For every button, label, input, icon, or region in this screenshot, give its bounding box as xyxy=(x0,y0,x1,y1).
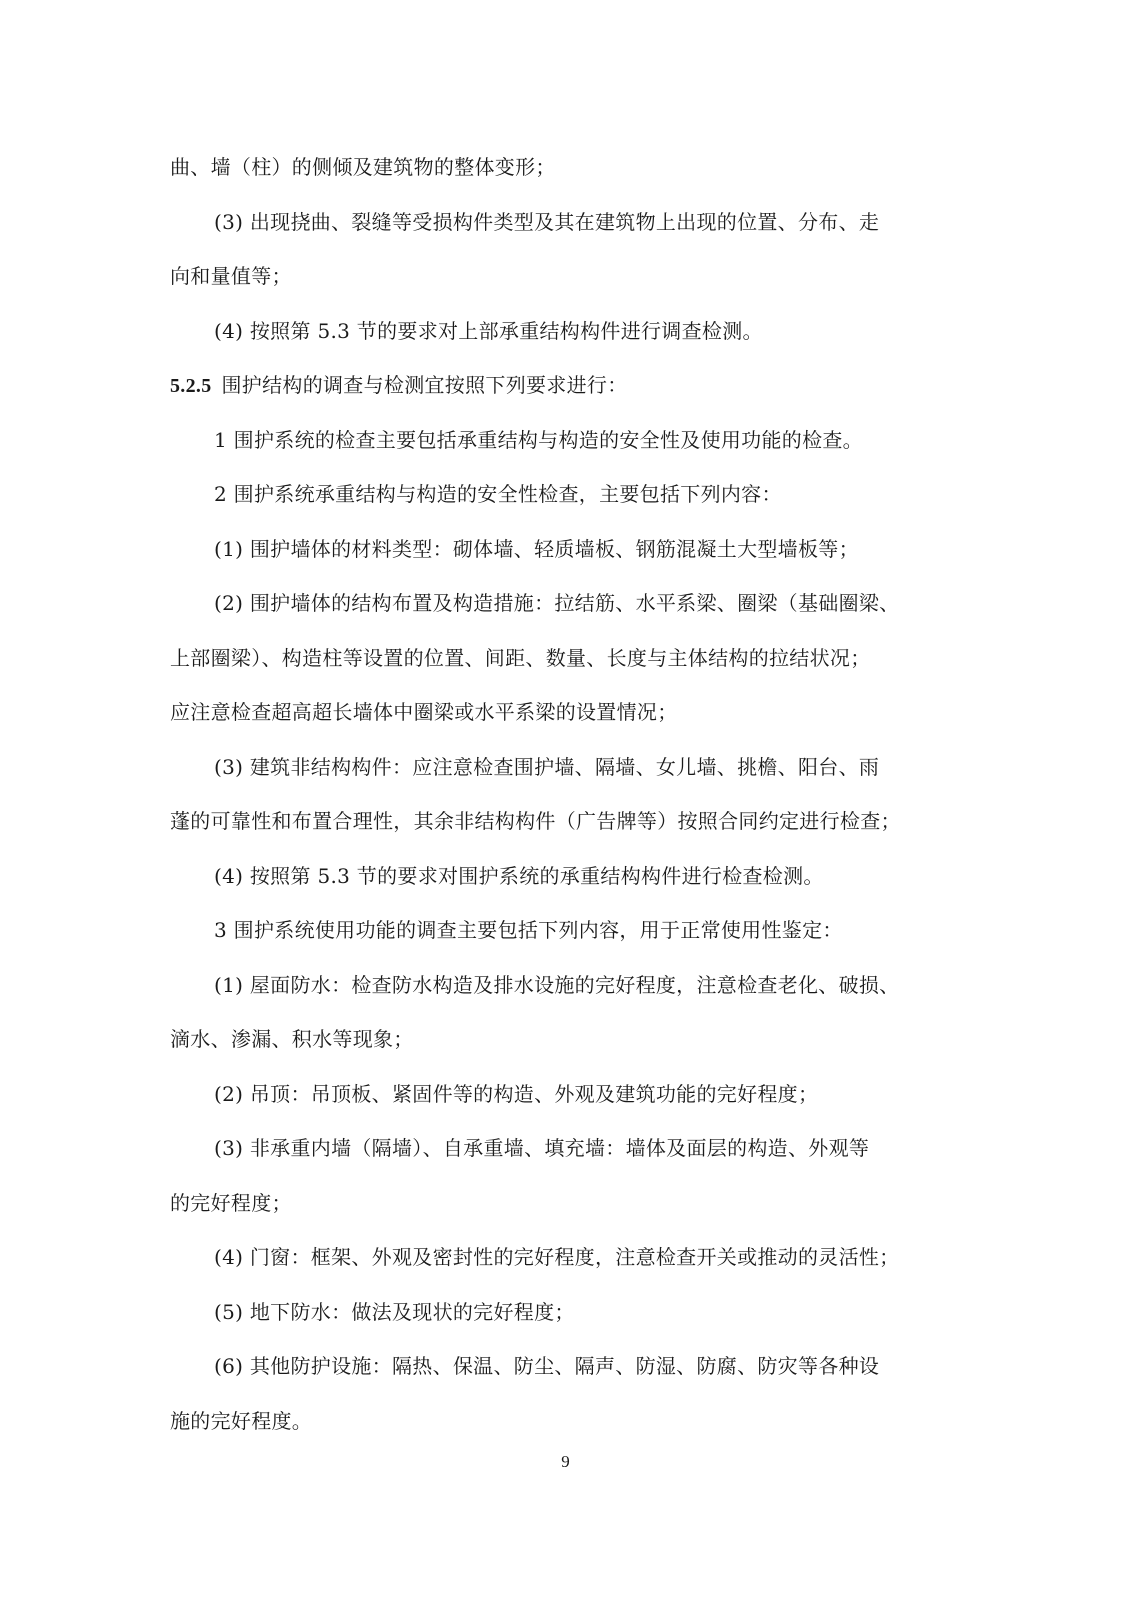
text-line: (4) 按照第 5.3 节的要求对围护系统的承重结构构件进行检查检测。 xyxy=(214,863,824,888)
text-line: (2) 吊顶：吊顶板、紧固件等的构造、外观及建筑功能的完好程度； xyxy=(214,1081,819,1106)
text-line: 2 围护系统承重结构与构造的安全性检查，主要包括下列内容： xyxy=(214,482,782,506)
text-line: (3) 出现挠曲、裂缝等受损构件类型及其在建筑物上出现的位置、分布、走 xyxy=(214,209,880,234)
text-line: 3 围护系统使用功能的调查主要包括下列内容，用于正常使用性鉴定： xyxy=(214,918,843,942)
text-line: (2) 围护墙体的结构布置及构造措施：拉结筋、水平系梁、圈梁（基础圈梁、 xyxy=(214,591,900,615)
text-line: (4) 门窗：框架、外观及密封性的完好程度，注意检查开关或推动的灵活性； xyxy=(214,1245,900,1269)
page-number: 9 xyxy=(561,1452,570,1471)
text-line: (3) 非承重内墙（隔墙）、自承重墙、填充墙：墙体及面层的构造、外观等 xyxy=(214,1136,870,1160)
text-line: (6) 其他防护设施：隔热、保温、防尘、隔声、防湿、防腐、防灾等各种设 xyxy=(214,1354,880,1378)
text-line: (5) 地下防水：做法及现状的完好程度； xyxy=(214,1299,575,1324)
text-line: 施的完好程度。 xyxy=(170,1408,313,1433)
text-line: 滴水、渗漏、积水等现象； xyxy=(170,1027,414,1051)
section-heading xyxy=(170,358,948,413)
text-line: 1 围护系统的检查主要包括承重结构与构造的安全性及使用功能的检查。 xyxy=(214,427,863,452)
section-number: 5.2.5 xyxy=(170,375,212,397)
text-line: (4) 按照第 5.3 节的要求对上部承重结构构件进行调查检测。 xyxy=(214,318,763,343)
page-body xyxy=(170,140,948,1448)
text-line: 曲、墙（柱）的侧倾及建筑物的整体变形； xyxy=(170,155,556,179)
text-line: 上部圈梁）、构造柱等设置的位置、间距、数量、长度与主体结构的拉结状况； xyxy=(170,645,871,670)
section-heading-text: 围护结构的调查与检测宜按照下列要求进行： xyxy=(221,373,628,397)
text-line: (1) 围护墙体的材料类型：砌体墙、轻质墙板、钢筋混凝土大型墙板等； xyxy=(214,536,859,561)
text-line: 蓬的可靠性和布置合理性，其余非结构构件（广告牌等）按照合同约定进行检查； xyxy=(170,809,901,833)
text-line: 向和量值等； xyxy=(170,264,292,288)
text-line: 应注意检查超高超长墙体中圈梁或水平系梁的设置情况； xyxy=(170,700,678,724)
text-line: (1) 屋面防水：检查防水构造及排水设施的完好程度，注意检查老化、破损、 xyxy=(214,972,900,997)
text-line: 的完好程度； xyxy=(170,1190,292,1215)
text-line: (3) 建筑非结构构件：应注意检查围护墙、隔墙、女儿墙、挑檐、阳台、雨 xyxy=(214,754,880,779)
